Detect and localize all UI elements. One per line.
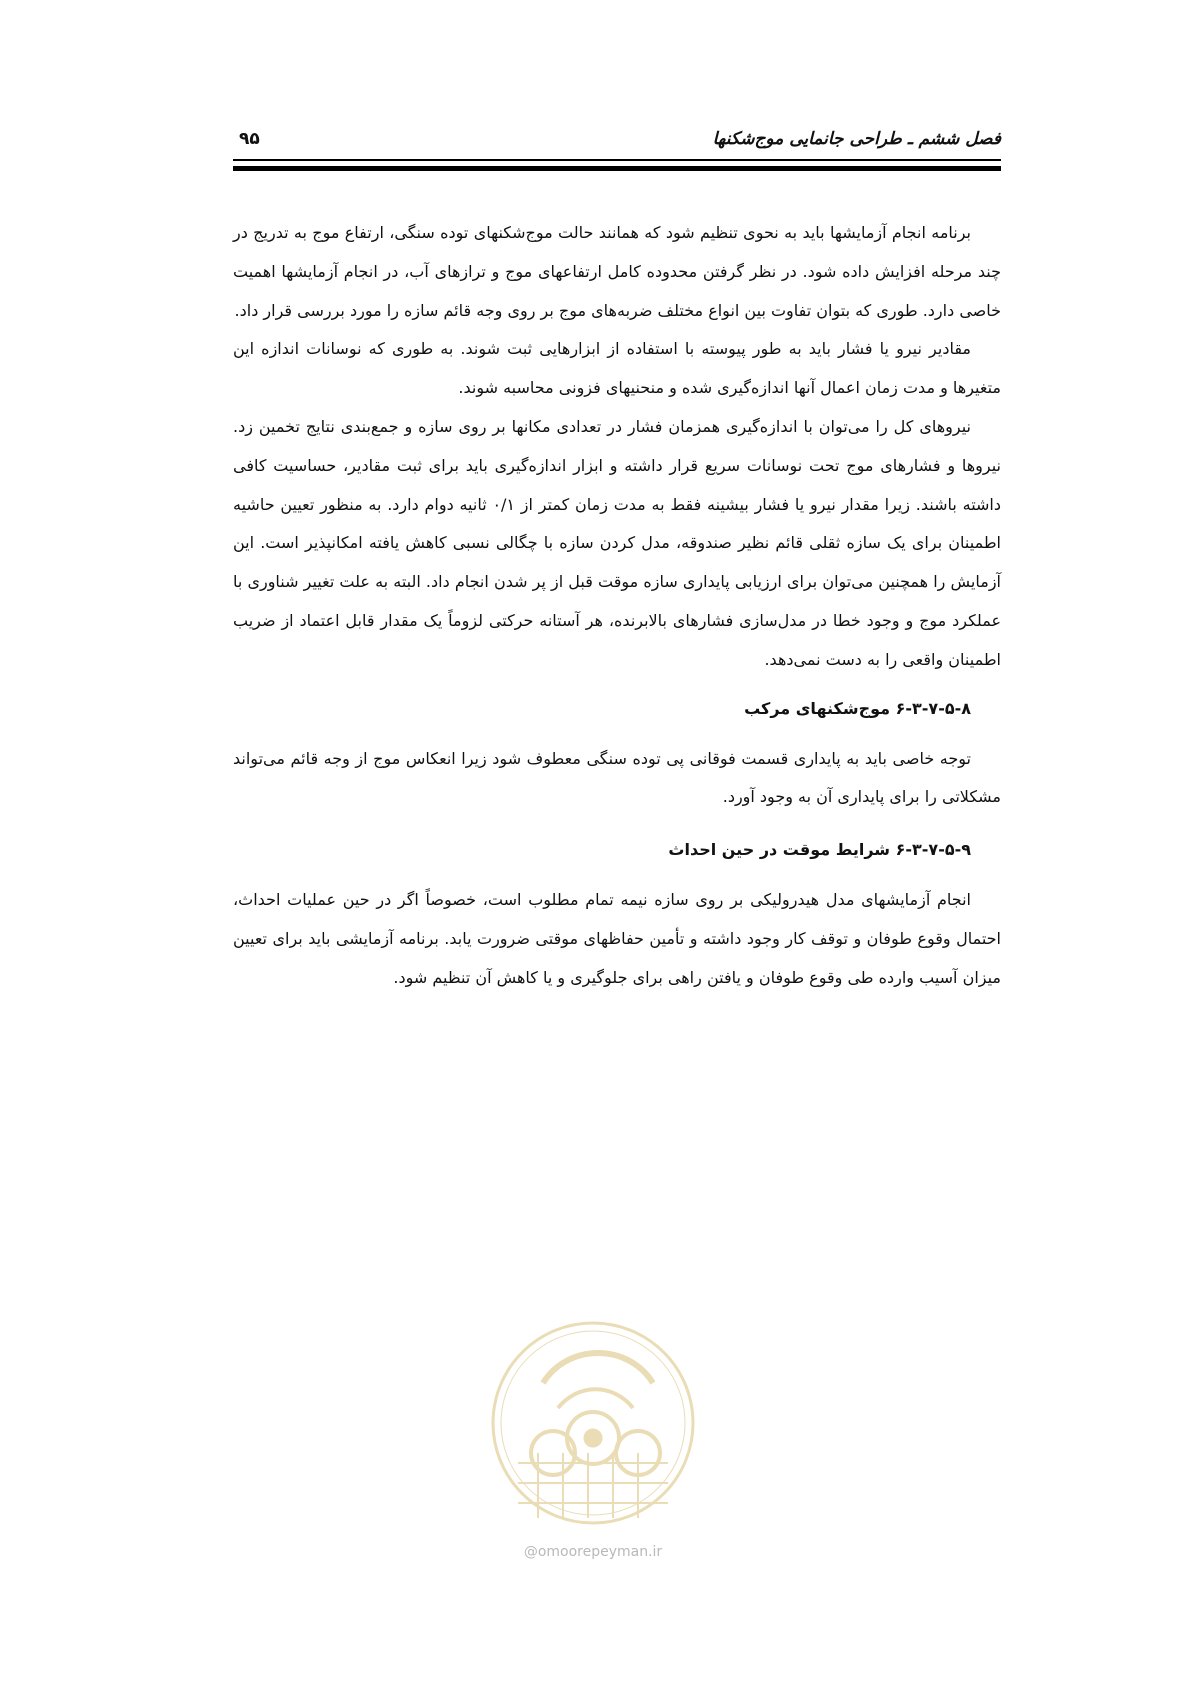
paragraph-total-forces: نیروهای کل را می‌توان با اندازه‌گیری همزمان فشار در تعدادی مکانها بر روی سازه و جمع‌بندی نتایج تخمین زد. نیروها و فشارهای موج تحت نوسانات سریع قرار داشته و ابزار اندازه‌گیری باید برای ثبت مقادیر، حساسیت کافی داشته باشند. زیرا مقدار نیرو یا فشار بیشینه فقط به مدت زمان کمتر از ۰/۱ ثانیه دوام دارد. به منظور تعیین حاشیه اطمینان برای یک سازه ثقلی قائم نظیر صندوقه، مدل کردن سازه با چگالی نسبی کاهش یافته امکانپذیر است. این آزمایش را همچنین می‌توان برای ارزیابی پایداری سازه موقت قبل از پر شدن انجام داد. البته به علت تغییر شناوری با عملکرد موج و وجود خطا در مدل‌سازی فشارهای بالابرنده، هر آستانه حرکتی لزوماً یک مقدار قابل اعتماد از ضریب اطمینان واقعی را به دست نمی‌دهد. [233, 416, 1002, 669]
paragraph-test-program: برنامه انجام آزمایشها باید به نحوی تنظیم شود که همانند حالت موج‌شکنهای توده سنگی، ارتفاع موج به تدریج در چند مرحله افزایش داده شود. در نظر گرفتن محدوده کامل ارتفاعهای موج و ترازهای آب، در انجام آزمایشها اهمیت خاصی دارد. طوری که بتوان تفاوت بین انواع مختلف ضربه‌های موج بر روی وجه قائم سازه را مورد بررسی قرار داد. [233, 223, 1001, 320]
chapter-title: فصل ششم ـ طراحی جانمایی موج‌شکنها [712, 129, 1001, 149]
section-heading-composite-breakwaters: ۶-۳-۷-۵-۸ موج‌شکنهای مرکب [744, 698, 971, 718]
header-rule-thick [233, 166, 1001, 171]
paragraph-force-measurement: مقادیر نیرو یا فشار باید به طور پیوسته با استفاده از ابزارهایی ثبت شوند. به طوری که نوسانات اندازه این متغیرها و مدت زمان اعمال آنها اندازه‌گیری شده و منحنیهای فزونی محاسبه شوند. [233, 339, 1001, 398]
watermark-logo [478, 1313, 708, 1553]
paragraph-composite-breakwaters: توجه خاصی باید به پایداری قسمت فوقانی پی توده سنگی معطوف شود زیرا انعکاس موج از وجه قائم می‌تواند مشکلاتی را برای پایداری آن به وجود آورد. [233, 748, 1001, 807]
watermark-url: @omoorepeyman.ir [523, 1544, 663, 1560]
body-text [233, 214, 1001, 998]
header-rule-thin [233, 159, 1001, 161]
section-heading-temporary-conditions: ۶-۳-۷-۵-۹ شرایط موقت در حین احداث [668, 840, 971, 860]
page-number: ۹۵ [239, 129, 260, 149]
page-header [233, 126, 1001, 156]
paragraph-temporary-conditions: انجام آزمایشهای مدل هیدرولیکی بر روی سازه نیمه تمام مطلوب است، خصوصاً اگر در حین عملیات احداث، احتمال وقوع طوفان و توقف کار وجود داشته و تأمین حفاظهای موقتی ضرورت یابد. برنامه آزمایشی باید برای تعیین میزان آسیب وارده طی وقوع طوفان و یافتن راهی برای جلوگیری و یا کاهش آن تنظیم شود. [233, 890, 1001, 987]
